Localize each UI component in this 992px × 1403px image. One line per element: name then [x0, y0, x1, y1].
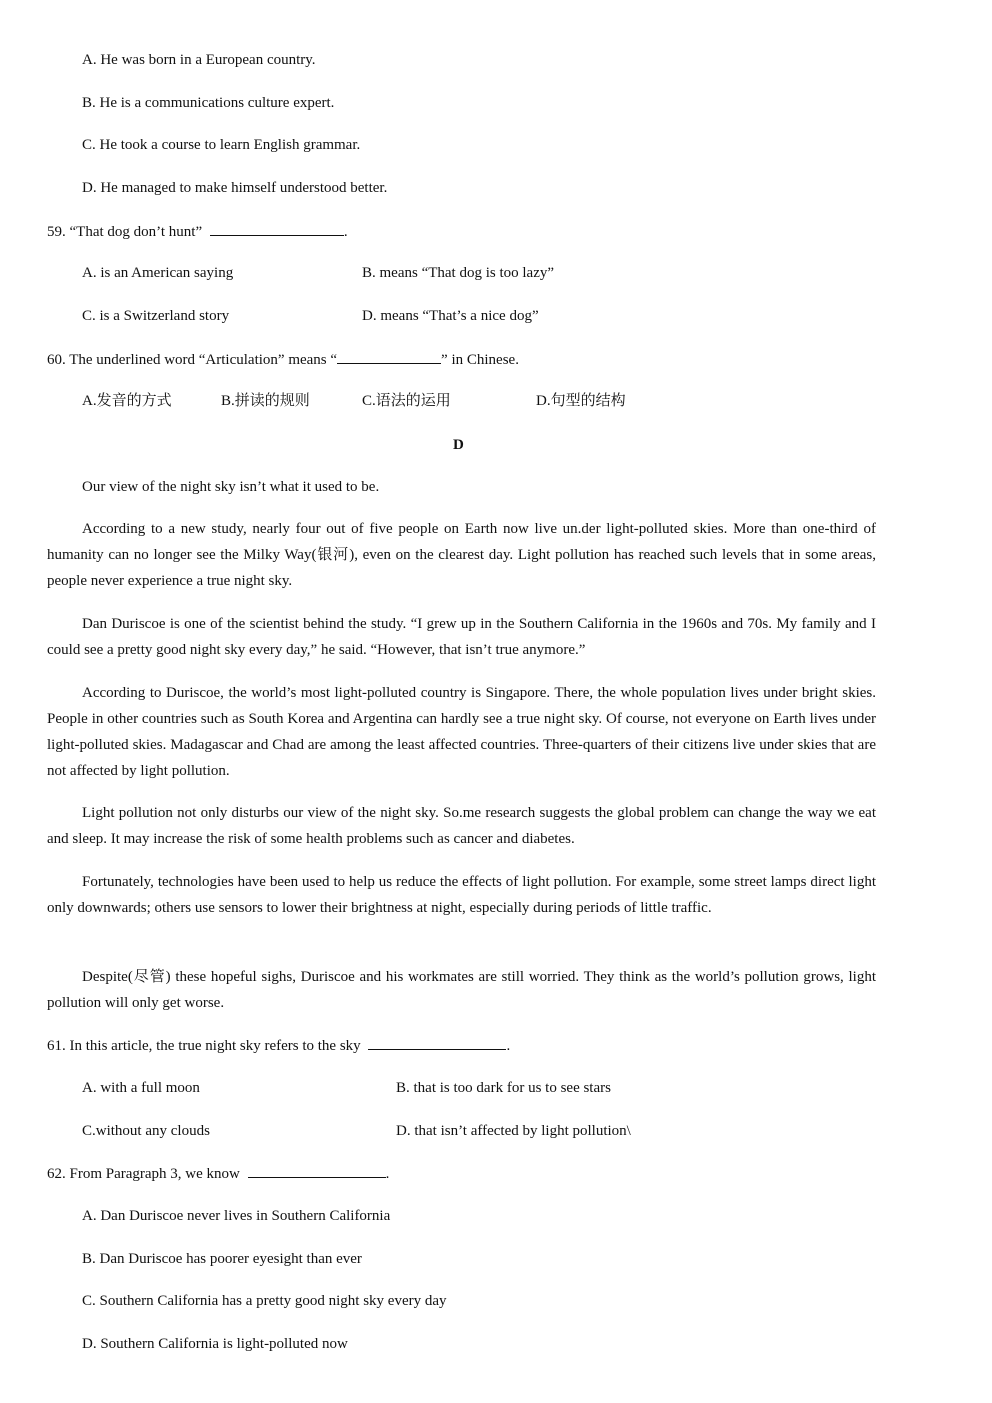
q60-answer-blank	[337, 350, 441, 364]
q58-option-c: C. He took a course to learn English grammar.	[82, 137, 361, 153]
passage-paragraph: Our view of the night sky isn’t what it used to be.	[82, 479, 380, 495]
q58-option-d: D. He managed to make himself understood better.	[82, 180, 388, 196]
q62-question	[47, 1164, 389, 1183]
passage-paragraph: According to a new study, nearly four out of five people on Earth now live un.der light-polluted skies. More than one-third of humanity can no longer see the Milky Way(银河), even on the clearest day. Light pollution has reached such levels that in some areas, people never experience a true night sky.	[47, 521, 876, 589]
q62-end: .	[385, 1166, 390, 1182]
q60-option-a: A.发音的方式	[82, 393, 172, 409]
section-heading: D	[453, 437, 464, 453]
q61-option-d: D. that isn’t affected by light pollution\	[396, 1123, 631, 1139]
q59-option-d: D. means “That’s a nice dog”	[362, 308, 539, 324]
q59-end: .	[343, 224, 348, 240]
passage-paragraph: Fortunately, technologies have been used to help us reduce the effects of light pollution. For example, some street lamps direct light only downwards; others use sensors to lower their brightness at night, especially during periods of little traffic.	[47, 874, 876, 916]
q61-stem: 61. In this article, the true night sky refers to the sky	[47, 1038, 361, 1054]
q61-option-b: B. that is too dark for us to see stars	[396, 1080, 611, 1096]
q60-option-d: D.句型的结构	[536, 393, 626, 409]
q59-option-b: B. means “That dog is too lazy”	[362, 265, 555, 281]
q62-option-a: A. Dan Duriscoe never lives in Southern California	[82, 1208, 391, 1224]
q60-end: ” in Chinese.	[441, 352, 519, 368]
q59-option-c: C. is a Switzerland story	[82, 308, 230, 324]
q62-option-c: C. Southern California has a pretty good night sky every day	[82, 1293, 447, 1309]
q60-stem: 60. The underlined word “Articulation” means “	[47, 352, 338, 368]
q59-stem: 59. “That dog don’t hunt”	[47, 224, 203, 240]
q60-option-c: C.语法的运用	[362, 393, 451, 409]
q61-option-a: A. with a full moon	[82, 1080, 200, 1096]
q61-answer-blank	[368, 1036, 506, 1050]
q61-end: .	[506, 1038, 511, 1054]
q61-question	[47, 1036, 510, 1055]
q58-option-b: B. He is a communications culture expert.	[82, 95, 335, 111]
q62-stem: 62. From Paragraph 3, we know	[47, 1166, 240, 1182]
q60-option-b: B.拼读的规则	[221, 393, 310, 409]
q61-option-c: C.without any clouds	[82, 1123, 210, 1139]
q59-question	[47, 222, 348, 241]
q62-answer-blank	[248, 1164, 386, 1178]
passage-paragraph: Despite(尽管) these hopeful sighs, Duriscoe and his workmates are still worried. They think as the world’s pollution grows, light pollution will only get worse.	[47, 969, 876, 1011]
q58-option-a: A. He was born in a European country.	[82, 52, 316, 68]
q60-question	[47, 350, 519, 369]
q59-option-a: A. is an American saying	[82, 265, 234, 281]
q62-option-d: D. Southern California is light-polluted now	[82, 1336, 348, 1352]
passage-paragraph: Dan Duriscoe is one of the scientist behind the study. “I grew up in the Southern California in the 1960s and 70s. My family and I could see a pretty good night sky every day,” he said. “However, that isn’t true anymore.”	[47, 616, 876, 658]
passage-paragraph: Light pollution not only disturbs our view of the night sky. So.me research suggests the global problem can change the way we eat and sleep. It may increase the risk of some health problems such as cancer and diabetes.	[47, 805, 876, 847]
passage-paragraph: According to Duriscoe, the world’s most light-polluted country is Singapore. There, the whole population lives under bright skies. People in other countries such as South Korea and Argentina can hardly see a true night sky. Of course, not everyone on Earth lives under light-polluted skies. Madagascar and Chad are among the least affected countries. Three-quarters of their citizens live under skies that are not affected by light pollution.	[47, 685, 876, 779]
q62-option-b: B. Dan Duriscoe has poorer eyesight than ever	[82, 1251, 362, 1267]
q59-answer-blank	[210, 222, 344, 236]
